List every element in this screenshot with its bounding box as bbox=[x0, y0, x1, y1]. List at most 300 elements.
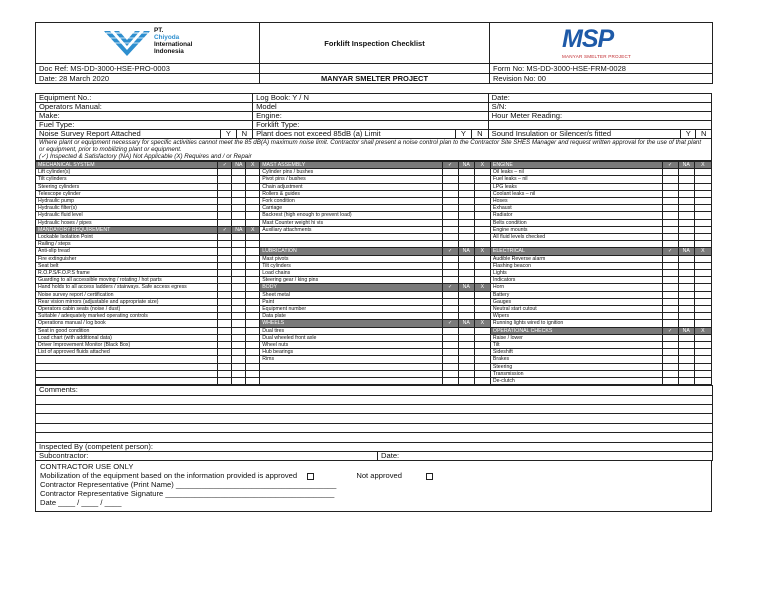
status-checkbox-ok[interactable] bbox=[442, 190, 458, 197]
status-checkbox-na[interactable] bbox=[678, 363, 694, 370]
status-checkbox-na[interactable] bbox=[678, 226, 694, 233]
status-checkbox-na[interactable] bbox=[232, 342, 246, 349]
status-checkbox-x[interactable] bbox=[246, 183, 260, 190]
status-checkbox-x[interactable] bbox=[474, 219, 490, 226]
status-checkbox-x[interactable] bbox=[474, 190, 490, 197]
status-checkbox-x[interactable] bbox=[694, 284, 711, 291]
log-book-field[interactable]: Log Book: Y / N bbox=[253, 94, 489, 103]
check-item-label: Tilt cylinders bbox=[260, 262, 442, 269]
date-field[interactable]: Date: bbox=[488, 94, 711, 103]
status-checkbox-x[interactable] bbox=[694, 270, 711, 277]
status-checkbox-ok[interactable] bbox=[218, 248, 232, 255]
status-checkbox-x[interactable] bbox=[694, 342, 711, 349]
status-checkbox-ok[interactable] bbox=[218, 212, 232, 219]
status-checkbox-na[interactable] bbox=[678, 320, 694, 327]
status-checkbox-x[interactable] bbox=[694, 176, 711, 183]
status-checkbox-ok[interactable] bbox=[218, 198, 232, 205]
status-checkbox-ok[interactable] bbox=[662, 226, 678, 233]
status-checkbox-ok[interactable] bbox=[662, 378, 678, 385]
status-checkbox-ok[interactable] bbox=[442, 342, 458, 349]
status-checkbox-ok[interactable] bbox=[442, 327, 458, 334]
status-checkbox-x[interactable] bbox=[474, 313, 490, 320]
comment-line[interactable] bbox=[36, 395, 713, 404]
status-checkbox-ok[interactable] bbox=[218, 306, 232, 313]
status-checkbox-x[interactable] bbox=[246, 277, 260, 284]
status-checkbox-ok[interactable] bbox=[662, 176, 678, 183]
status-checkbox-x[interactable] bbox=[474, 370, 490, 377]
issue-date: Date: 28 March 2020 bbox=[36, 74, 260, 84]
plant-noise-yes[interactable]: Y bbox=[455, 130, 471, 139]
status-checkbox-na[interactable] bbox=[458, 212, 474, 219]
status-checkbox-ok[interactable] bbox=[442, 226, 458, 233]
status-checkbox-ok[interactable] bbox=[218, 219, 232, 226]
status-checkbox-na[interactable] bbox=[232, 234, 246, 241]
status-checkbox-x[interactable] bbox=[246, 270, 260, 277]
status-checkbox-ok[interactable] bbox=[218, 320, 232, 327]
approved-checkbox[interactable] bbox=[307, 473, 314, 480]
status-checkbox-ok[interactable] bbox=[662, 169, 678, 176]
status-checkbox-x[interactable] bbox=[694, 298, 711, 305]
status-checkbox-na[interactable] bbox=[232, 306, 246, 313]
status-checkbox-x[interactable] bbox=[694, 363, 711, 370]
status-checkbox-x[interactable] bbox=[474, 234, 490, 241]
status-checkbox-na[interactable] bbox=[678, 306, 694, 313]
status-checkbox-x[interactable] bbox=[694, 378, 711, 385]
status-checkbox-ok[interactable] bbox=[662, 270, 678, 277]
status-checkbox-na[interactable] bbox=[458, 378, 474, 385]
status-checkbox-x[interactable] bbox=[694, 306, 711, 313]
status-checkbox-na[interactable] bbox=[232, 169, 246, 176]
status-checkbox-na[interactable] bbox=[232, 378, 246, 385]
status-checkbox-x[interactable] bbox=[474, 356, 490, 363]
status-checkbox-na[interactable] bbox=[458, 241, 474, 248]
status-checkbox-na[interactable] bbox=[232, 176, 246, 183]
comment-line[interactable] bbox=[36, 423, 713, 432]
status-checkbox-x[interactable] bbox=[694, 349, 711, 356]
status-checkbox-ok[interactable] bbox=[442, 349, 458, 356]
status-checkbox-ok[interactable] bbox=[218, 313, 232, 320]
status-checkbox-na[interactable] bbox=[678, 284, 694, 291]
status-checkbox-x[interactable] bbox=[246, 291, 260, 298]
status-checkbox-x[interactable] bbox=[246, 212, 260, 219]
status-checkbox-ok[interactable] bbox=[662, 342, 678, 349]
status-checkbox-na[interactable] bbox=[458, 349, 474, 356]
check-item-label: Hoses bbox=[490, 198, 662, 205]
status-checkbox-x[interactable] bbox=[246, 349, 260, 356]
status-checkbox-x[interactable] bbox=[694, 205, 711, 212]
status-checkbox-na[interactable] bbox=[678, 313, 694, 320]
status-checkbox-x[interactable] bbox=[246, 320, 260, 327]
status-column-header-na: NA bbox=[232, 226, 246, 233]
status-checkbox-na[interactable] bbox=[458, 342, 474, 349]
status-checkbox-na[interactable] bbox=[458, 327, 474, 334]
status-checkbox-x[interactable] bbox=[694, 169, 711, 176]
status-checkbox-ok[interactable] bbox=[442, 378, 458, 385]
status-checkbox-x[interactable] bbox=[246, 169, 260, 176]
status-checkbox-ok[interactable] bbox=[218, 190, 232, 197]
status-checkbox-x[interactable] bbox=[474, 183, 490, 190]
comment-line[interactable] bbox=[36, 414, 713, 423]
status-checkbox-x[interactable] bbox=[474, 342, 490, 349]
status-column-header-ok: ✓ bbox=[442, 248, 458, 255]
comment-line[interactable] bbox=[36, 433, 713, 442]
status-checkbox-ok[interactable] bbox=[442, 198, 458, 205]
status-checkbox-ok[interactable] bbox=[662, 298, 678, 305]
status-checkbox-na[interactable] bbox=[458, 291, 474, 298]
status-checkbox-ok[interactable] bbox=[442, 241, 458, 248]
status-checkbox-na[interactable] bbox=[458, 176, 474, 183]
status-checkbox-ok[interactable] bbox=[662, 334, 678, 341]
status-checkbox-ok[interactable] bbox=[662, 291, 678, 298]
status-checkbox-na[interactable] bbox=[458, 169, 474, 176]
status-checkbox-na[interactable] bbox=[458, 298, 474, 305]
check-item-label: Lift cylinder(s) bbox=[36, 169, 218, 176]
status-checkbox-na[interactable] bbox=[232, 284, 246, 291]
rep-name-line[interactable]: Contractor Representative (Print Name) ______________________________________ bbox=[40, 480, 337, 490]
status-checkbox-na[interactable] bbox=[678, 169, 694, 176]
status-checkbox-x[interactable] bbox=[694, 241, 711, 248]
status-checkbox-x[interactable] bbox=[246, 342, 260, 349]
status-checkbox-x[interactable] bbox=[474, 270, 490, 277]
status-checkbox-ok[interactable] bbox=[442, 262, 458, 269]
status-checkbox-ok[interactable] bbox=[218, 363, 232, 370]
equipment-no-field[interactable]: Equipment No.: bbox=[36, 94, 253, 103]
status-checkbox-x[interactable] bbox=[474, 205, 490, 212]
status-checkbox-na[interactable] bbox=[232, 262, 246, 269]
status-checkbox-x[interactable] bbox=[474, 327, 490, 334]
status-checkbox-x[interactable] bbox=[694, 334, 711, 341]
status-checkbox-ok[interactable] bbox=[218, 291, 232, 298]
status-checkbox-x[interactable] bbox=[246, 176, 260, 183]
status-checkbox-x[interactable] bbox=[246, 327, 260, 334]
status-column-header-na: NA bbox=[678, 327, 694, 334]
status-column-header-x: X bbox=[246, 226, 260, 233]
status-checkbox-ok[interactable] bbox=[662, 284, 678, 291]
status-checkbox-ok[interactable] bbox=[218, 234, 232, 241]
noise-survey-yes[interactable]: Y bbox=[221, 130, 236, 139]
status-checkbox-na[interactable] bbox=[232, 334, 246, 341]
status-checkbox-ok[interactable] bbox=[442, 370, 458, 377]
check-item-label: Steering bbox=[490, 363, 662, 370]
status-checkbox-ok[interactable] bbox=[442, 169, 458, 176]
status-checkbox-x[interactable] bbox=[474, 226, 490, 233]
not-approved-checkbox[interactable] bbox=[426, 473, 433, 480]
status-checkbox-x[interactable] bbox=[474, 298, 490, 305]
status-checkbox-x[interactable] bbox=[694, 190, 711, 197]
status-checkbox-na[interactable] bbox=[458, 363, 474, 370]
status-checkbox-ok[interactable] bbox=[662, 363, 678, 370]
msp-logo-text: MSP bbox=[562, 25, 614, 53]
status-checkbox-ok[interactable] bbox=[218, 342, 232, 349]
status-checkbox-na[interactable] bbox=[232, 198, 246, 205]
check-item-label: Engine mounts bbox=[490, 226, 662, 233]
status-checkbox-ok[interactable] bbox=[662, 356, 678, 363]
status-checkbox-ok[interactable] bbox=[662, 255, 678, 262]
serial-number-field[interactable]: S/N: bbox=[488, 103, 711, 112]
status-checkbox-na[interactable] bbox=[678, 190, 694, 197]
status-checkbox-ok[interactable] bbox=[218, 169, 232, 176]
status-checkbox-na[interactable] bbox=[232, 277, 246, 284]
inspected-by-field[interactable]: Inspected By (competent person): bbox=[36, 442, 713, 451]
status-checkbox-x[interactable] bbox=[474, 169, 490, 176]
status-checkbox-na[interactable] bbox=[458, 234, 474, 241]
status-checkbox-x[interactable] bbox=[246, 378, 260, 385]
status-checkbox-na[interactable] bbox=[458, 270, 474, 277]
status-checkbox-x[interactable] bbox=[246, 298, 260, 305]
status-checkbox-x[interactable] bbox=[246, 198, 260, 205]
status-checkbox-ok[interactable] bbox=[218, 349, 232, 356]
status-checkbox-na[interactable] bbox=[678, 270, 694, 277]
status-checkbox-na[interactable] bbox=[458, 255, 474, 262]
status-checkbox-ok[interactable] bbox=[218, 327, 232, 334]
status-checkbox-ok[interactable] bbox=[442, 212, 458, 219]
status-checkbox-x[interactable] bbox=[246, 241, 260, 248]
status-checkbox-na[interactable] bbox=[458, 198, 474, 205]
status-checkbox-na[interactable] bbox=[678, 241, 694, 248]
status-checkbox-na[interactable] bbox=[678, 356, 694, 363]
status-checkbox-na[interactable] bbox=[458, 356, 474, 363]
status-checkbox-ok[interactable] bbox=[218, 334, 232, 341]
status-checkbox-x[interactable] bbox=[246, 234, 260, 241]
status-checkbox-x[interactable] bbox=[474, 176, 490, 183]
status-checkbox-x[interactable] bbox=[246, 356, 260, 363]
status-checkbox-na[interactable] bbox=[458, 334, 474, 341]
status-checkbox-na[interactable] bbox=[678, 255, 694, 262]
status-checkbox-ok[interactable] bbox=[662, 349, 678, 356]
status-checkbox-ok[interactable] bbox=[442, 205, 458, 212]
status-checkbox-x[interactable] bbox=[694, 234, 711, 241]
noise-survey-no[interactable]: N bbox=[236, 130, 252, 139]
status-checkbox-x[interactable] bbox=[694, 226, 711, 233]
status-checkbox-ok[interactable] bbox=[662, 198, 678, 205]
status-checkbox-na[interactable] bbox=[678, 262, 694, 269]
status-checkbox-x[interactable] bbox=[246, 248, 260, 255]
status-checkbox-ok[interactable] bbox=[662, 320, 678, 327]
status-checkbox-ok[interactable] bbox=[218, 284, 232, 291]
status-checkbox-na[interactable] bbox=[458, 306, 474, 313]
status-checkbox-x[interactable] bbox=[246, 370, 260, 377]
status-checkbox-ok[interactable] bbox=[218, 378, 232, 385]
status-checkbox-ok[interactable] bbox=[442, 306, 458, 313]
status-checkbox-x[interactable] bbox=[474, 255, 490, 262]
status-checkbox-na[interactable] bbox=[232, 356, 246, 363]
engine-field[interactable]: Engine: bbox=[253, 112, 489, 121]
status-checkbox-x[interactable] bbox=[694, 313, 711, 320]
status-checkbox-ok[interactable] bbox=[662, 190, 678, 197]
contractor-use-heading: CONTRACTOR USE ONLY bbox=[40, 462, 134, 472]
status-checkbox-x[interactable] bbox=[694, 198, 711, 205]
status-checkbox-na[interactable] bbox=[232, 255, 246, 262]
status-checkbox-ok[interactable] bbox=[218, 176, 232, 183]
status-checkbox-na[interactable] bbox=[458, 313, 474, 320]
status-checkbox-na[interactable] bbox=[678, 198, 694, 205]
status-checkbox-ok[interactable] bbox=[662, 313, 678, 320]
status-checkbox-na[interactable] bbox=[458, 190, 474, 197]
status-checkbox-ok[interactable] bbox=[442, 298, 458, 305]
status-checkbox-ok[interactable] bbox=[218, 255, 232, 262]
status-checkbox-x[interactable] bbox=[246, 219, 260, 226]
status-checkbox-x[interactable] bbox=[246, 363, 260, 370]
status-checkbox-ok[interactable] bbox=[442, 291, 458, 298]
status-checkbox-x[interactable] bbox=[694, 370, 711, 377]
make-field[interactable]: Make: bbox=[36, 112, 253, 121]
status-checkbox-ok[interactable] bbox=[218, 356, 232, 363]
status-checkbox-ok[interactable] bbox=[218, 241, 232, 248]
status-checkbox-x[interactable] bbox=[694, 219, 711, 226]
status-checkbox-ok[interactable] bbox=[662, 219, 678, 226]
status-checkbox-na[interactable] bbox=[232, 327, 246, 334]
status-checkbox-na[interactable] bbox=[678, 349, 694, 356]
status-checkbox-na[interactable] bbox=[232, 349, 246, 356]
status-checkbox-ok[interactable] bbox=[662, 277, 678, 284]
status-checkbox-na[interactable] bbox=[678, 205, 694, 212]
check-item-label: Guarding to all accessible moving / rotating / hot parts bbox=[36, 277, 218, 284]
status-checkbox-x[interactable] bbox=[474, 212, 490, 219]
status-checkbox-x[interactable] bbox=[474, 349, 490, 356]
sound-insulation-yes[interactable]: Y bbox=[681, 130, 696, 139]
status-checkbox-na[interactable] bbox=[458, 262, 474, 269]
status-checkbox-ok[interactable] bbox=[442, 255, 458, 262]
status-checkbox-x[interactable] bbox=[246, 284, 260, 291]
status-checkbox-x[interactable] bbox=[474, 306, 490, 313]
status-checkbox-x[interactable] bbox=[474, 291, 490, 298]
status-checkbox-x[interactable] bbox=[246, 334, 260, 341]
status-checkbox-na[interactable] bbox=[678, 219, 694, 226]
status-checkbox-ok[interactable] bbox=[218, 205, 232, 212]
check-item-label: Flashing beacon bbox=[490, 262, 662, 269]
subcontractor-field[interactable]: Subcontractor: bbox=[36, 452, 378, 461]
status-checkbox-ok[interactable] bbox=[218, 370, 232, 377]
check-item-label: Lockable Isolation Point bbox=[36, 234, 218, 241]
sound-insulation-no[interactable]: N bbox=[696, 130, 712, 139]
status-checkbox-x[interactable] bbox=[246, 306, 260, 313]
status-column-header-ok: ✓ bbox=[662, 248, 678, 255]
status-checkbox-na[interactable] bbox=[458, 226, 474, 233]
status-checkbox-na[interactable] bbox=[678, 298, 694, 305]
status-checkbox-x[interactable] bbox=[474, 378, 490, 385]
status-checkbox-ok[interactable] bbox=[442, 270, 458, 277]
status-checkbox-x[interactable] bbox=[474, 241, 490, 248]
status-checkbox-x[interactable] bbox=[474, 334, 490, 341]
status-checkbox-na[interactable] bbox=[232, 270, 246, 277]
status-checkbox-ok[interactable] bbox=[662, 370, 678, 377]
status-checkbox-na[interactable] bbox=[232, 313, 246, 320]
status-checkbox-ok[interactable] bbox=[218, 270, 232, 277]
status-checkbox-na[interactable] bbox=[458, 183, 474, 190]
status-checkbox-ok[interactable] bbox=[442, 356, 458, 363]
status-checkbox-x[interactable] bbox=[474, 198, 490, 205]
hour-meter-field[interactable]: Hour Meter Reading: bbox=[488, 112, 711, 121]
status-checkbox-x[interactable] bbox=[694, 320, 711, 327]
status-checkbox-ok[interactable] bbox=[218, 262, 232, 269]
status-checkbox-na[interactable] bbox=[458, 277, 474, 284]
status-checkbox-x[interactable] bbox=[694, 291, 711, 298]
status-checkbox-x[interactable] bbox=[474, 262, 490, 269]
status-checkbox-ok[interactable] bbox=[218, 298, 232, 305]
status-checkbox-x[interactable] bbox=[246, 190, 260, 197]
status-checkbox-x[interactable] bbox=[694, 212, 711, 219]
status-checkbox-na[interactable] bbox=[678, 234, 694, 241]
plant-noise-label: Plant does not exceed 85dB (a) Limit bbox=[253, 130, 456, 139]
status-checkbox-na[interactable] bbox=[678, 277, 694, 284]
status-checkbox-x[interactable] bbox=[694, 262, 711, 269]
status-checkbox-na[interactable] bbox=[458, 219, 474, 226]
subcontractor-date-field[interactable]: Date: bbox=[378, 452, 713, 461]
status-checkbox-x[interactable] bbox=[694, 183, 711, 190]
status-checkbox-na[interactable] bbox=[232, 205, 246, 212]
status-checkbox-ok[interactable] bbox=[442, 334, 458, 341]
status-checkbox-na[interactable] bbox=[232, 183, 246, 190]
status-checkbox-x[interactable] bbox=[474, 363, 490, 370]
status-checkbox-ok[interactable] bbox=[442, 219, 458, 226]
status-checkbox-na[interactable] bbox=[232, 320, 246, 327]
status-checkbox-na[interactable] bbox=[232, 248, 246, 255]
status-checkbox-na[interactable] bbox=[678, 378, 694, 385]
status-checkbox-ok[interactable] bbox=[442, 183, 458, 190]
rep-signature-line[interactable]: Contractor Representative Signature ________________________________________ bbox=[40, 489, 335, 499]
operators-manual-field[interactable]: Operators Manual: bbox=[36, 103, 253, 112]
status-checkbox-ok[interactable] bbox=[662, 241, 678, 248]
status-checkbox-na[interactable] bbox=[232, 219, 246, 226]
forklift-type-field[interactable]: Forklift Type: bbox=[253, 121, 489, 130]
status-checkbox-na[interactable] bbox=[232, 370, 246, 377]
status-checkbox-na[interactable] bbox=[232, 363, 246, 370]
fuel-type-field[interactable]: Fuel Type: bbox=[36, 121, 253, 130]
status-checkbox-ok[interactable] bbox=[442, 363, 458, 370]
status-checkbox-x[interactable] bbox=[246, 255, 260, 262]
status-checkbox-na[interactable] bbox=[458, 370, 474, 377]
signoff-date-line[interactable]: Date ____ / ____ / ____ bbox=[40, 498, 122, 508]
status-checkbox-na[interactable] bbox=[678, 342, 694, 349]
status-checkbox-ok[interactable] bbox=[662, 262, 678, 269]
check-item-label: Radiator bbox=[490, 212, 662, 219]
status-checkbox-na[interactable] bbox=[678, 176, 694, 183]
status-checkbox-ok[interactable] bbox=[662, 234, 678, 241]
status-checkbox-ok[interactable] bbox=[442, 234, 458, 241]
comment-line[interactable] bbox=[36, 405, 713, 414]
status-checkbox-ok[interactable] bbox=[442, 277, 458, 284]
status-checkbox-x[interactable] bbox=[694, 356, 711, 363]
status-checkbox-na[interactable] bbox=[232, 291, 246, 298]
status-checkbox-x[interactable] bbox=[246, 205, 260, 212]
status-checkbox-x[interactable] bbox=[694, 255, 711, 262]
status-checkbox-na[interactable] bbox=[458, 205, 474, 212]
status-checkbox-ok[interactable] bbox=[662, 183, 678, 190]
status-checkbox-x[interactable] bbox=[246, 262, 260, 269]
status-checkbox-x[interactable] bbox=[694, 277, 711, 284]
status-checkbox-ok[interactable] bbox=[662, 306, 678, 313]
status-checkbox-x[interactable] bbox=[474, 277, 490, 284]
status-checkbox-ok[interactable] bbox=[662, 205, 678, 212]
status-checkbox-ok[interactable] bbox=[442, 176, 458, 183]
status-checkbox-na[interactable] bbox=[678, 334, 694, 341]
status-checkbox-x[interactable] bbox=[246, 313, 260, 320]
plant-noise-no[interactable]: N bbox=[472, 130, 488, 139]
status-checkbox-ok[interactable] bbox=[662, 212, 678, 219]
status-checkbox-na[interactable] bbox=[678, 291, 694, 298]
status-checkbox-ok[interactable] bbox=[218, 277, 232, 284]
status-checkbox-na[interactable] bbox=[678, 183, 694, 190]
status-checkbox-ok[interactable] bbox=[442, 313, 458, 320]
model-field[interactable]: Model bbox=[253, 103, 489, 112]
status-checkbox-na[interactable] bbox=[232, 212, 246, 219]
status-checkbox-na[interactable] bbox=[678, 370, 694, 377]
status-checkbox-ok[interactable] bbox=[218, 183, 232, 190]
status-checkbox-na[interactable] bbox=[232, 298, 246, 305]
status-checkbox-na[interactable] bbox=[232, 241, 246, 248]
status-checkbox-na[interactable] bbox=[678, 212, 694, 219]
status-checkbox-na[interactable] bbox=[232, 190, 246, 197]
